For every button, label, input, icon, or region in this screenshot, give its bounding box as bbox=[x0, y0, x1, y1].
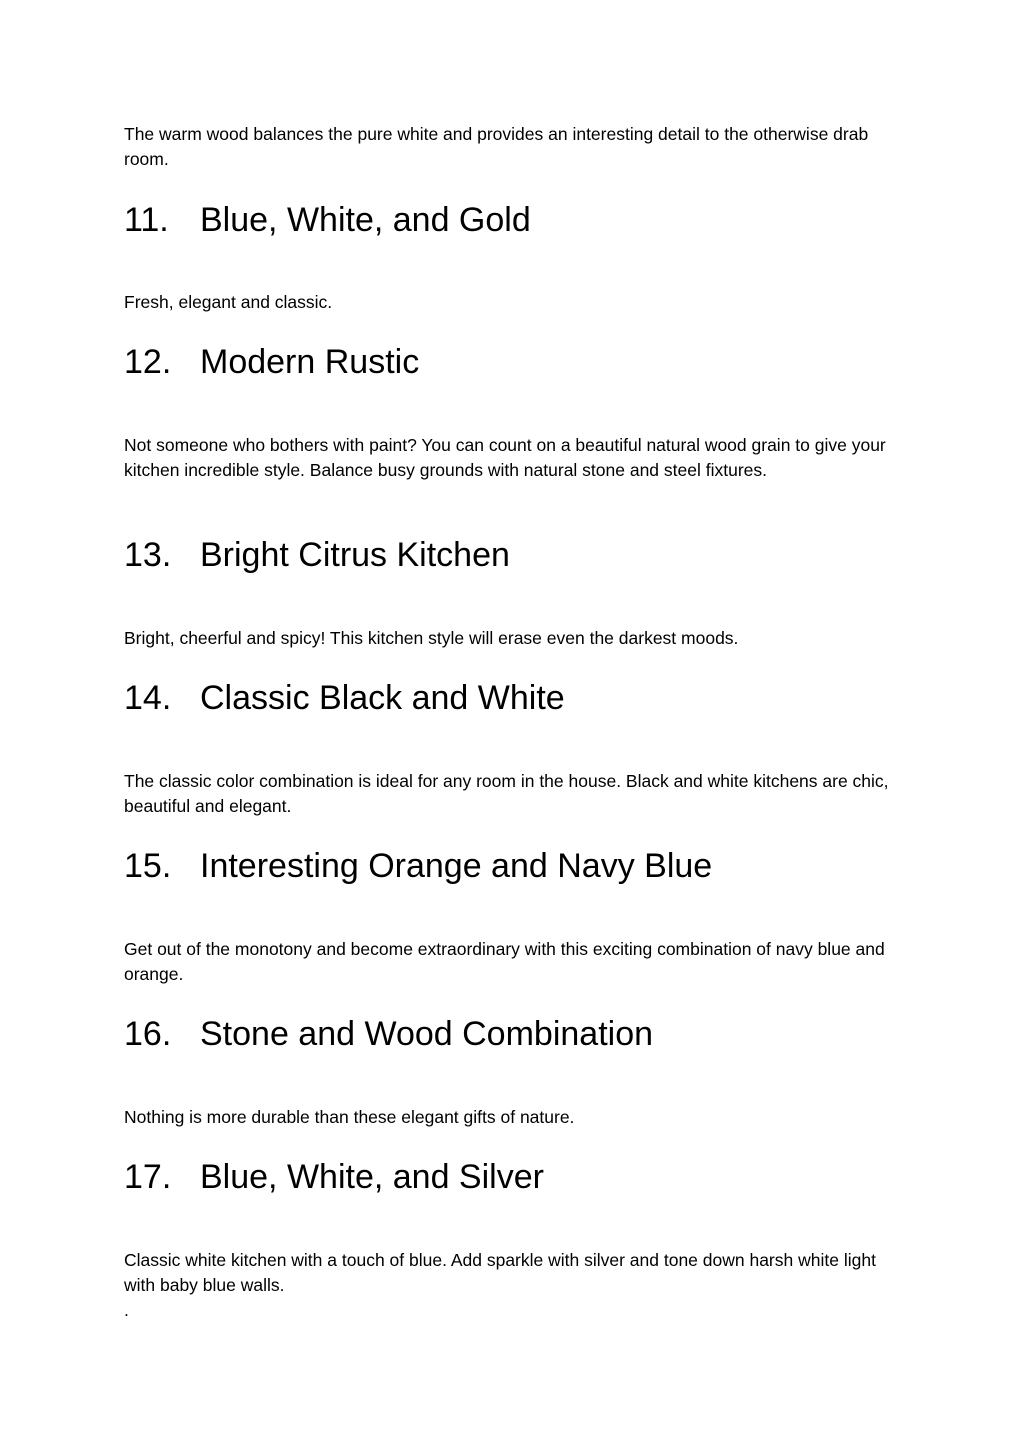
section-13-heading bbox=[124, 535, 510, 575]
section-16-heading bbox=[124, 1014, 653, 1054]
section-title: Stone and Wood Combination bbox=[200, 1015, 654, 1053]
section-number: 11. bbox=[124, 201, 169, 239]
section-17-body: Classic white kitchen with a touch of blue. Add sparkle with silver and tone down harsh white light with baby blue walls. bbox=[124, 1250, 876, 1295]
section-14-body: The classic color combination is ideal for any room in the house. Black and white kitchens are chic, beautiful and elegant. bbox=[124, 771, 889, 816]
section-title: Interesting Orange and Navy Blue bbox=[200, 847, 713, 885]
section-16-body: Nothing is more durable than these elegant gifts of nature. bbox=[124, 1107, 575, 1127]
section-15-body: Get out of the monotony and become extraordinary with this exciting combination of navy blue and orange. bbox=[124, 939, 885, 984]
section-title: Blue, White, and Silver bbox=[200, 1158, 544, 1196]
section-number: 13. bbox=[124, 536, 172, 574]
section-12-heading bbox=[124, 342, 419, 382]
section-number: 15. bbox=[124, 847, 172, 885]
intro-paragraph: The warm wood balances the pure white and provides an interesting detail to the otherwise drab room. bbox=[124, 124, 869, 169]
section-title: Blue, White, and Gold bbox=[200, 201, 531, 239]
section-title: Bright Citrus Kitchen bbox=[200, 536, 510, 574]
section-15-heading bbox=[124, 846, 712, 886]
section-11-heading bbox=[124, 200, 531, 240]
trailing-period: . bbox=[124, 1300, 129, 1320]
section-number: 14. bbox=[124, 679, 172, 717]
section-title: Modern Rustic bbox=[200, 343, 420, 381]
section-13-body: Bright, cheerful and spicy! This kitchen style will erase even the darkest moods. bbox=[124, 628, 739, 648]
section-12-body: Not someone who bothers with paint? You can count on a beautiful natural wood grain to give your kitchen incredible style. Balance busy grounds with natural stone and steel fixtures. bbox=[124, 435, 886, 480]
section-number: 16. bbox=[124, 1015, 172, 1053]
section-11-body: Fresh, elegant and classic. bbox=[124, 292, 333, 312]
section-number: 17. bbox=[124, 1158, 172, 1196]
section-17-heading bbox=[124, 1157, 544, 1197]
section-title: Classic Black and White bbox=[200, 679, 565, 717]
section-number: 12. bbox=[124, 343, 172, 381]
section-14-heading bbox=[124, 678, 565, 718]
